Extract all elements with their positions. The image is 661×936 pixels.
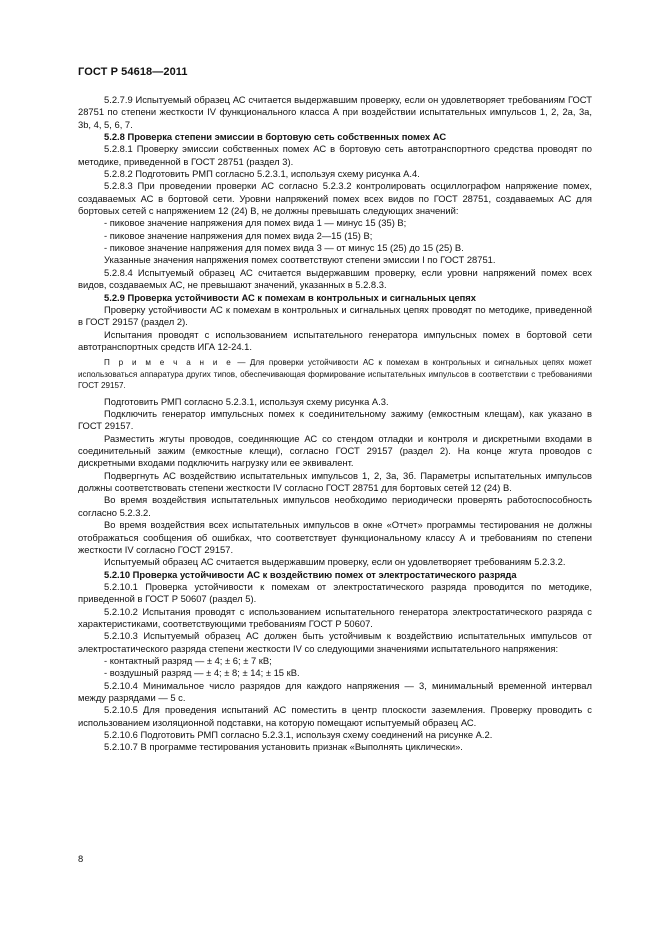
note-text: — Для проверки устойчивости АС к помехам в контрольных и сигнальных цепях может использоваться аппаратура других типов, обеспечивающая формирование испытательных импульсов в соответствии с требованиями ГОСТ 29157. bbox=[78, 358, 592, 391]
paragraph: Во время воздействия всех испытательных импульсов в окне «Отчет» программы тестирования не должны отображаться сообщения об ошибках, что соответствует функциональному классу А и требованиям по степени жесткости IV согласно ГОСТ 29157. bbox=[78, 519, 592, 555]
paragraph: Подключить генератор импульсных помех к соединительному зажиму (емкостным клещам), как указано в ГОСТ 29157. bbox=[78, 408, 592, 432]
paragraph: 5.2.8.3 При проведении проверки АС согласно 5.2.3.2 контролировать осциллографом напряжение помех, создаваемых АС в бортовой сети. Уровни напряжений помех всех видов по ГОСТ 28751, создаваемых АС для бортовых сетей с напряжением 12 (24) В, не должны превышать следующих значений: bbox=[78, 180, 592, 217]
paragraph: 5.2.8.2 Подготовить РМП согласно 5.2.3.1, используя схему рисунка А.4. bbox=[104, 168, 420, 180]
note bbox=[78, 357, 592, 392]
paragraph: Подвергнуть АС воздействию испытательных импульсов 1, 2, 3а, 3б. Параметры испытательных импульсов должны соответствовать степени жесткости IV согласно ГОСТ 28751 для бортовых сетей 12 (24) В. bbox=[78, 469, 592, 494]
paragraph: Подготовить РМП согласно 5.2.3.1, используя схему рисунка А.3. bbox=[104, 395, 389, 407]
section-heading: 5.2.8 Проверка степени эмиссии в бортовую сеть собственных помех АС bbox=[104, 131, 447, 143]
paragraph: 5.2.8.1 Проверку эмиссии собственных помех АС в бортовую сеть автотранспортного средства проводят по методике, приведенной в ГОСТ 28751 (раздел 3). bbox=[78, 143, 592, 167]
paragraph: 5.2.10.7 В программе тестирования установить признак «Выполнять циклически». bbox=[104, 741, 463, 753]
paragraph: Во время воздействия испытательных импульсов необходимо периодически проверять работоспособность согласно 5.2.3.2. bbox=[78, 494, 592, 518]
paragraph: 5.2.7.9 Испытуемый образец АС считается выдержавшим проверку, если он удовлетворяет требованиям ГОСТ 28751 по степени жесткости IV функционального класса А при воздействии испытательных импульсов 1, 2, 2а, 3а, 3b, 4, 5, 6, 7. bbox=[78, 94, 592, 130]
paragraph: Проверку устойчивости АС к помехам в контрольных и сигнальных цепях проводят по методике, приведенной в ГОСТ 29157 (раздел 2). bbox=[78, 303, 592, 328]
section-heading: 5.2.9 Проверка устойчивости АС к помехам в контрольных и сигнальных цепях bbox=[104, 291, 476, 303]
paragraph: Испытуемый образец АС считается выдержавшим проверку, если он удовлетворяет требованиям 5.2.3.2. bbox=[104, 556, 566, 568]
paragraph: 5.2.8.4 Испытуемый образец АС считается выдержавшим проверку, если уровни напряжений помех всех видов, создаваемых АС, не превышают значений, указанных в 5.2.8.3. bbox=[78, 266, 592, 291]
list-item: - пиковое значение напряжения для помех вида 3 — от минус 15 (25) до 15 (25) В. bbox=[104, 242, 464, 254]
paragraph: 5.2.10.2 Испытания проводят с использованием испытательного генератора электростатического разряда с характеристиками, соответствующими требованиям ГОСТ Р 50607. bbox=[78, 605, 592, 629]
page-number: 8 bbox=[78, 853, 84, 864]
paragraph: Указанные значения напряжения помех соответствуют степени эмиссии I по ГОСТ 28751. bbox=[104, 254, 496, 266]
list-item: - контактный разряд — ± 4; ± 6; ± 7 кВ; bbox=[104, 654, 272, 666]
page-header: ГОСТ Р 54618—2011 bbox=[78, 66, 188, 78]
paragraph: 5.2.10.1 Проверка устойчивости к помехам от электростатического разряда проводится по методике, приведенной в ГОСТ Р 50607 (раздел 5). bbox=[78, 580, 592, 605]
list-item: - воздушный разряд — ± 4; ± 8; ± 14; ± 15 кВ. bbox=[104, 667, 300, 679]
document-body bbox=[78, 94, 592, 754]
paragraph: Разместить жгуты проводов, соединяющие АС со стендом отладки и контроля и дискретными входами в соединительный зажим (емкостные клещи), согласно ГОСТ 29157 (раздел 2). На конце жгута проводов с дискретными входами подключить нагрузку или ее эквивалент. bbox=[78, 432, 592, 469]
list-item: - пиковое значение напряжения для помех вида 2—15 (15) В; bbox=[104, 229, 373, 241]
list-item: - пиковое значение напряжения для помех вида 1 — минус 15 (35) В; bbox=[104, 217, 407, 229]
paragraph: 5.2.10.6 Подготовить РМП согласно 5.2.3.1, используя схему соединений на рисунке А.2. bbox=[104, 729, 493, 740]
paragraph: Испытания проводят с использованием испытательного генератора импульсных помех в бортовой сети автотранспортных средств ИГА 12-24.1. bbox=[78, 328, 592, 352]
paragraph: 5.2.10.5 Для проведения испытаний АС поместить в центр плоскости заземления. Проверку проводить с использованием изоляционной подставки, на которую помещают испытуемый образец АС. bbox=[78, 704, 592, 728]
note-label: П р и м е ч а н и е bbox=[104, 358, 233, 368]
paragraph: 5.2.10.4 Минимальное число разрядов для каждого напряжения — 3, минимальный временной интервал между разрядами — 5 с. bbox=[78, 679, 592, 703]
section-heading: 5.2.10 Проверка устойчивости АС к воздействию помех от электростатического разряда bbox=[104, 568, 517, 580]
paragraph: 5.2.10.3 Испытуемый образец АС должен быть устойчивым к воздействию испытательных импульсов от электростатического разряда степени жесткости IV со следующими значениями испытательного напряжения: bbox=[78, 630, 592, 654]
